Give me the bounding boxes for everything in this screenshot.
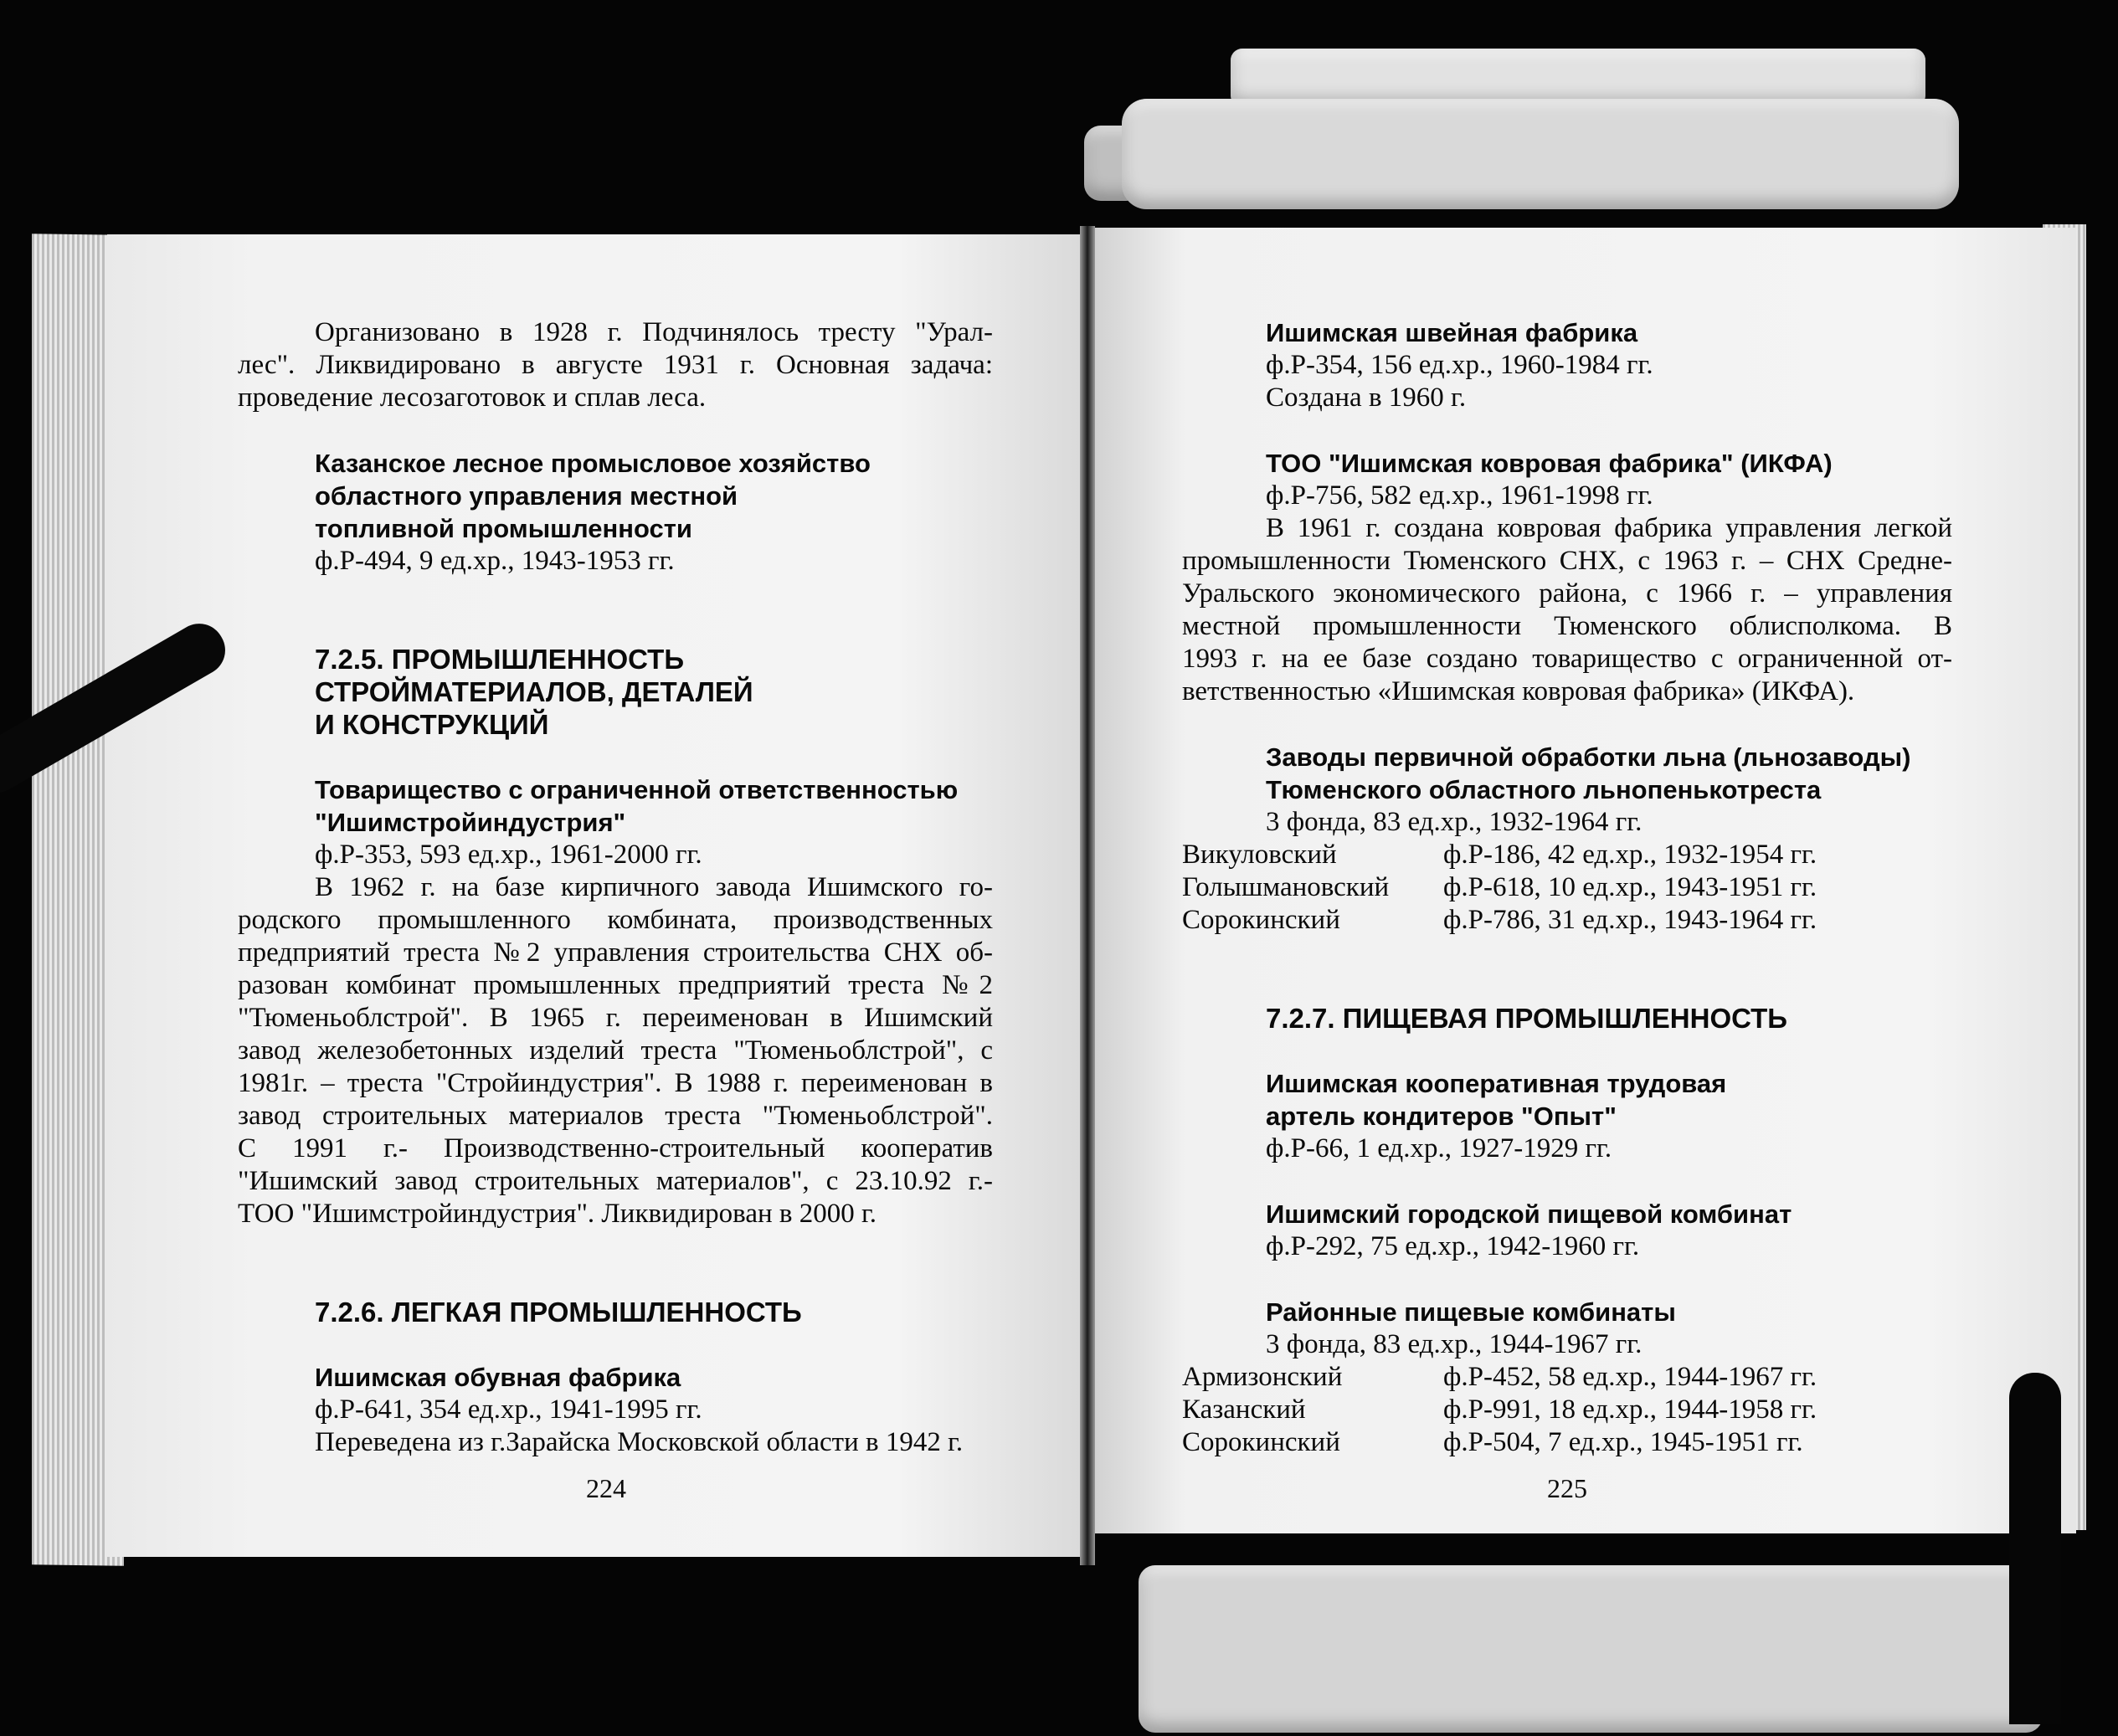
history-line: 1981г. – треста "Стройиндустрия". В 1988 г. переименован в <box>238 1068 993 1098</box>
history-line: 1993 г. на ее базе создано товарищество с ограниченной от- <box>1182 644 1952 674</box>
fond-row-ref: ф.Р-186, 42 ед.хр., 1932-1954 гг. <box>1443 840 1817 870</box>
org-title: Товарищество с ограниченной ответственностью <box>315 775 959 804</box>
fond-summary: 3 фонда, 83 ед.хр., 1944-1967 гг. <box>1266 1329 1642 1359</box>
fond-reference: ф.Р-756, 582 ед.хр., 1961-1998 гг. <box>1266 480 1653 511</box>
history-line: В 1962 г. на базе кирпичного завода Ишимского го- <box>315 872 993 902</box>
org-title: ТОО "Ишимская ковровая фабрика" (ИКФА) <box>1266 449 1833 478</box>
history-line: "Ишимский завод строительных материалов", с 23.10.92 г.- <box>238 1166 993 1196</box>
org-title: Тюменского областного льнопенькотреста <box>1266 775 1822 804</box>
book-gutter <box>1080 226 1095 1565</box>
fond-row-name: Сорокинский <box>1182 1427 1340 1457</box>
org-title: Заводы первичной обработки льна (льнозаводы) <box>1266 742 1911 772</box>
history-line: В 1961 г. создана ковровая фабрика управления легкой <box>1266 513 1952 543</box>
foam-support-bottom <box>1139 1565 2043 1733</box>
fond-reference: ф.Р-354, 156 ед.хр., 1960-1984 гг. <box>1266 350 1653 380</box>
org-title: областного управления местной <box>315 481 738 511</box>
fond-reference: ф.Р-494, 9 ед.хр., 1943-1953 гг. <box>315 546 675 576</box>
fond-row-name: Казанский <box>1182 1394 1306 1425</box>
fond-row-ref: ф.Р-786, 31 ед.хр., 1943-1964 гг. <box>1443 905 1817 935</box>
org-title: Ишимский городской пищевой комбинат <box>1266 1199 1792 1229</box>
note: Создана в 1960 г. <box>1266 383 1467 413</box>
history-line: промышленности Тюменского СНХ, с 1963 г. – СНХ Средне- <box>1182 546 1952 576</box>
history-line: разован комбинат промышленных предприятий треста №2 <box>238 970 993 1000</box>
org-title: Ишимская кооперативная трудовая <box>1266 1069 1727 1098</box>
left-page-text <box>238 316 993 1459</box>
fond-summary: 3 фонда, 83 ед.хр., 1932-1964 гг. <box>1266 807 1642 837</box>
org-title: Ишимская швейная фабрика <box>1266 318 1638 347</box>
org-title: Районные пищевые комбинаты <box>1266 1297 1676 1327</box>
fond-reference: ф.Р-66, 1 ед.хр., 1927-1929 гг. <box>1266 1133 1612 1163</box>
fond-row-name: Голышмановский <box>1182 872 1390 902</box>
history-line: Уральского экономического района, с 1966 г. – управления <box>1182 578 1952 609</box>
org-title: Ишимская обувная фабрика <box>315 1363 681 1392</box>
right-page-text <box>1182 316 1952 1459</box>
fond-reference: ф.Р-292, 75 ед.хр., 1942-1960 гг. <box>1266 1231 1640 1261</box>
intro-line: Организовано в 1928 г. Подчинялось тресту "Урал- <box>315 317 993 347</box>
section-heading: СТРОЙМАТЕРИАЛОВ, ДЕТАЛЕЙ <box>315 676 753 707</box>
intro-paragraph <box>238 316 993 414</box>
page-number: 224 <box>586 1473 626 1503</box>
note: Переведена из г.Зарайска Московской области в 1942 г. <box>315 1427 964 1457</box>
history-line: местной промышленности Тюменского облисполкома. В <box>1182 611 1952 641</box>
fond-row <box>1182 1361 1952 1394</box>
section-heading: И КОНСТРУКЦИЙ <box>315 709 549 740</box>
fond-row <box>1182 839 1952 871</box>
fond-row <box>1182 1394 1952 1426</box>
org-title: Казанское лесное промысловое хозяйство <box>315 449 871 478</box>
section-heading: 7.2.7. ПИЩЕВАЯ ПРОМЫШЛЕННОСТЬ <box>1266 1003 1788 1034</box>
fond-row-ref: ф.Р-452, 58 ед.хр., 1944-1967 гг. <box>1443 1362 1817 1392</box>
history-line: завод строительных материалов треста "Тюменьоблстрой". <box>238 1101 993 1131</box>
org-title: артель кондитеров "Опыт" <box>1266 1102 1617 1131</box>
history-line: предприятий треста №2 управления строительства СНХ об- <box>238 937 993 968</box>
history-paragraph <box>238 871 993 1230</box>
history-line: завод железобетонных изделий треста "Тюменьоблстрой", с <box>238 1035 993 1066</box>
history-paragraph <box>1182 512 1952 708</box>
fond-row-ref: ф.Р-618, 10 ед.хр., 1943-1951 гг. <box>1443 872 1817 902</box>
section-heading: 7.2.5. ПРОМЫШЛЕННОСТЬ <box>315 644 685 675</box>
fond-row-name: Армизонский <box>1182 1362 1343 1392</box>
history-line: С 1991 г.- Производственно-строительный кооператив <box>238 1133 993 1163</box>
fond-row <box>1182 904 1952 937</box>
fond-row <box>1182 1426 1952 1459</box>
fond-row <box>1182 871 1952 904</box>
org-title: топливной промышленности <box>315 514 692 543</box>
fond-row-name: Викуловский <box>1182 840 1337 870</box>
fond-row-ref: ф.Р-991, 18 ед.хр., 1944-1958 гг. <box>1443 1394 1817 1425</box>
section-heading: 7.2.6. ЛЕГКАЯ ПРОМЫШЛЕННОСТЬ <box>315 1297 802 1328</box>
fond-reference: ф.Р-353, 593 ед.хр., 1961-2000 гг. <box>315 840 702 870</box>
history-line: родского промышленного комбината, производственных <box>238 905 993 935</box>
intro-line: лес". Ликвидировано в августе 1931 г. Основная задача: <box>238 350 993 380</box>
foam-support-top <box>1122 99 1959 209</box>
history-line: "Тюменьоблстрой". В 1965 г. переименован в Ишимский <box>238 1003 993 1033</box>
history-line: ветственностью «Ишимская ковровая фабрика» (ИКФА). <box>1182 676 1855 706</box>
intro-line: проведение лесозаготовок и сплав леса. <box>238 383 707 413</box>
fond-reference: ф.Р-641, 354 ед.хр., 1941-1995 гг. <box>315 1394 702 1425</box>
black-clip <box>2009 1373 2061 1724</box>
fond-row-ref: ф.Р-504, 7 ед.хр., 1945-1951 гг. <box>1443 1427 1803 1457</box>
page-number: 225 <box>1547 1473 1587 1503</box>
fond-row-name: Сорокинский <box>1182 905 1340 935</box>
history-line: ТОО "Ишимстройиндустрия". Ликвидирован в 2000 г. <box>238 1199 877 1229</box>
org-title: "Ишимстройиндустрия" <box>315 808 626 837</box>
